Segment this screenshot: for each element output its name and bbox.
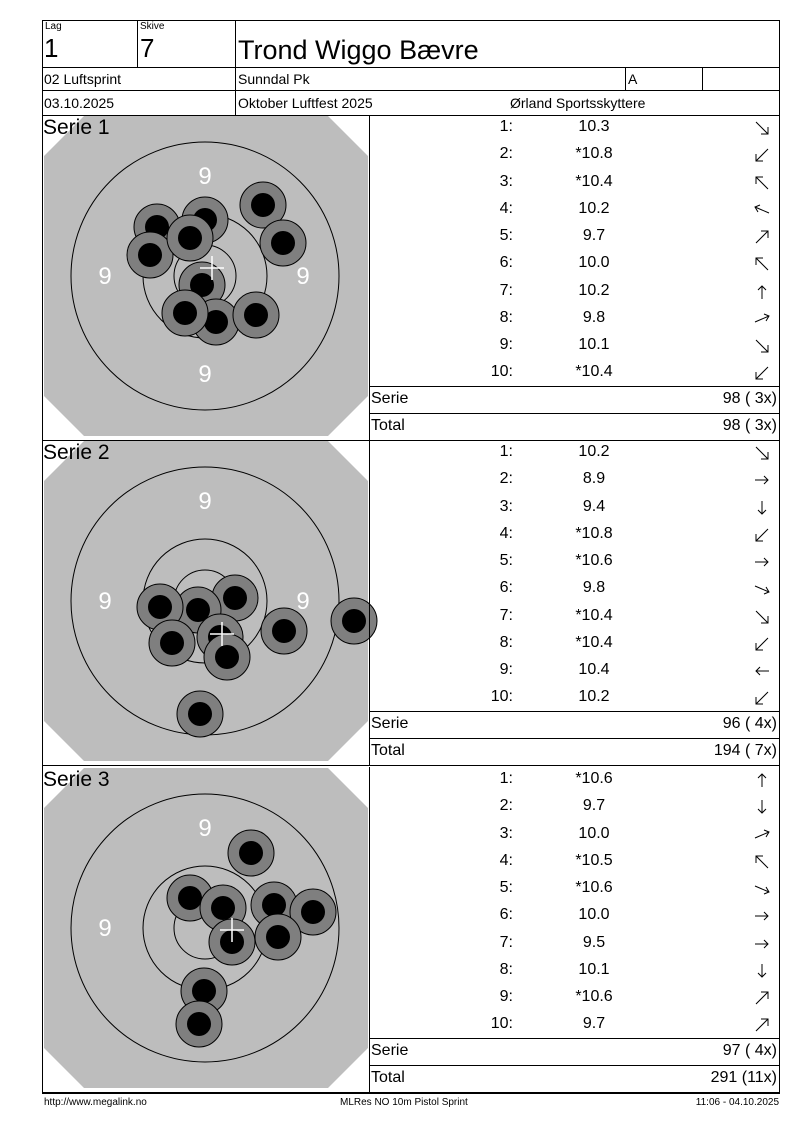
ring-label: 9 — [198, 163, 212, 190]
direction-arrow-icon — [753, 962, 771, 980]
serie-separator — [42, 1092, 780, 1093]
shot-score: *10.6 — [575, 879, 613, 896]
direction-arrow-icon — [753, 1016, 771, 1034]
ring-label: 9 — [296, 263, 310, 290]
shot-hole-center — [266, 925, 290, 949]
shot-row — [370, 822, 779, 849]
skive-label: Skive — [140, 21, 165, 32]
shot-score: 10.4 — [578, 661, 610, 678]
shot-number: 7: — [499, 281, 513, 299]
shot-number: 2: — [499, 470, 513, 488]
shot-hole-center — [192, 979, 216, 1003]
shot-number: 10: — [490, 363, 513, 381]
sum-value: 98 ( 3x) — [722, 390, 777, 407]
ring-label: 9 — [198, 361, 212, 388]
shot-number: 6: — [499, 579, 513, 597]
shot-score: *10.6 — [575, 552, 613, 569]
ring-label: 9 — [98, 588, 112, 615]
shot-score: 10.1 — [578, 960, 610, 978]
shot-number: 10: — [490, 688, 513, 706]
direction-arrow-icon — [753, 880, 771, 898]
footer-program: MLRes NO 10m Pistol Sprint — [340, 1097, 468, 1108]
date-value: 03.10.2025 — [44, 95, 115, 111]
shot-number: 1: — [499, 770, 513, 787]
lag-value: 1 — [44, 33, 59, 63]
shot-row — [370, 931, 779, 958]
ring-label: 9 — [98, 263, 112, 290]
ring-label: 9 — [296, 588, 310, 615]
shot-score: *10.4 — [575, 633, 613, 651]
shot-hole-center — [262, 893, 286, 917]
shot-score: 9.7 — [582, 797, 606, 815]
shot-number: 2: — [499, 797, 513, 815]
footer-timestamp: 11:06 - 04.10.2025 — [695, 1097, 779, 1108]
sum-value: 194 ( 7x) — [713, 742, 777, 759]
shot-score: 9.7 — [582, 1015, 606, 1033]
shot-row — [370, 1012, 779, 1039]
organizer-name: Ørland Sportsskyttere — [510, 95, 646, 111]
shot-hole-center — [239, 841, 263, 865]
club-name: Sunndal Pk — [238, 71, 310, 87]
class-name: 02 Luftsprint — [44, 71, 122, 87]
shot-number: 4: — [499, 199, 513, 217]
shot-number: 5: — [499, 879, 513, 896]
sum-label: Serie — [371, 715, 409, 732]
shot-score: 10.2 — [578, 199, 610, 217]
shot-number: 2: — [499, 145, 513, 163]
shot-score: 10.0 — [578, 906, 610, 924]
shot-score: 10.3 — [578, 118, 610, 135]
shot-score: 9.4 — [582, 497, 606, 515]
sum-value: 96 ( 4x) — [722, 715, 777, 732]
shot-number: 8: — [499, 633, 513, 651]
sum-label: Serie — [371, 1042, 409, 1059]
shot-score: 10.2 — [578, 688, 610, 706]
shot-row — [370, 876, 779, 903]
shot-row — [370, 903, 779, 930]
shot-hole-center — [301, 900, 325, 924]
serie-title: Serie 2 — [43, 441, 110, 464]
sum-label: Total — [371, 1069, 405, 1086]
shot-number: 10: — [490, 1015, 513, 1033]
direction-arrow-icon — [753, 853, 771, 871]
shot-score: *10.4 — [575, 172, 613, 190]
shot-score: 9.8 — [582, 579, 606, 597]
shot-score: 9.5 — [582, 933, 606, 951]
shot-number: 7: — [499, 933, 513, 951]
shot-score: 10.0 — [578, 824, 610, 842]
shot-score: *10.6 — [575, 770, 613, 787]
sum-label: Total — [371, 417, 405, 434]
sum-value: 98 ( 3x) — [722, 417, 777, 434]
direction-arrow-icon — [753, 989, 771, 1007]
serie-title: Serie 1 — [43, 116, 110, 139]
ring-label: 9 — [198, 488, 212, 515]
shot-score: 9.8 — [582, 308, 606, 326]
shot-hole-center — [178, 886, 202, 910]
shot-score: *10.6 — [575, 988, 613, 1005]
shot-score: 8.9 — [582, 470, 606, 488]
direction-arrow-icon — [753, 771, 771, 789]
sum-value: 291 (11x) — [710, 1069, 777, 1086]
shot-score: *10.4 — [575, 363, 613, 381]
shot-number: 5: — [499, 227, 513, 244]
shot-score: 10.2 — [578, 281, 610, 299]
ring-label: 9 — [98, 915, 112, 942]
shot-number: 1: — [499, 443, 513, 460]
direction-arrow-icon — [753, 935, 771, 953]
serie-title: Serie 3 — [43, 768, 110, 791]
ring-label: 9 — [198, 815, 212, 842]
shot-row — [370, 985, 779, 1012]
shot-score: *10.4 — [575, 606, 613, 624]
shot-score: 10.1 — [578, 336, 610, 353]
shooter-name: Trond Wiggo Bævre — [238, 35, 479, 65]
shot-row — [370, 958, 779, 985]
shot-score: 10.0 — [578, 254, 610, 272]
shot-number: 8: — [499, 960, 513, 978]
shot-number: 3: — [499, 497, 513, 515]
direction-arrow-icon — [753, 826, 771, 844]
shot-score: *10.8 — [575, 524, 613, 542]
shot-number: 9: — [499, 336, 513, 353]
shot-number: 1: — [499, 118, 513, 135]
shot-number: 8: — [499, 308, 513, 326]
shot-number: 4: — [499, 524, 513, 542]
shot-number: 9: — [499, 988, 513, 1005]
shot-hole-center — [187, 1012, 211, 1036]
sum-label: Serie — [371, 390, 409, 407]
group-value: A — [628, 71, 638, 87]
shot-row — [370, 849, 779, 876]
shot-row — [370, 767, 779, 794]
shot-number: 3: — [499, 824, 513, 842]
shot-score: *10.5 — [575, 851, 613, 869]
shot-score: 10.2 — [578, 443, 610, 460]
footer-url[interactable]: http://www.megalink.no — [44, 1097, 147, 1108]
shot-hole-center — [211, 896, 235, 920]
shot-number: 5: — [499, 552, 513, 569]
serie-sum-row — [370, 1038, 779, 1065]
shot-number: 4: — [499, 851, 513, 869]
shot-number: 9: — [499, 661, 513, 678]
shot-score: 9.7 — [582, 227, 606, 244]
direction-arrow-icon — [753, 798, 771, 816]
shot-number: 6: — [499, 254, 513, 272]
shot-row — [370, 794, 779, 821]
total-sum-row — [370, 1065, 779, 1092]
sum-label: Total — [371, 742, 405, 759]
sum-value: 97 ( 4x) — [722, 1042, 777, 1059]
skive-value: 7 — [140, 33, 155, 63]
shot-number: 6: — [499, 906, 513, 924]
event-name: Oktober Luftfest 2025 — [238, 95, 373, 111]
shot-score: *10.8 — [575, 145, 613, 163]
lag-label: Lag — [45, 21, 62, 32]
direction-arrow-icon — [753, 907, 771, 925]
shot-number: 3: — [499, 172, 513, 190]
shot-number: 7: — [499, 606, 513, 624]
